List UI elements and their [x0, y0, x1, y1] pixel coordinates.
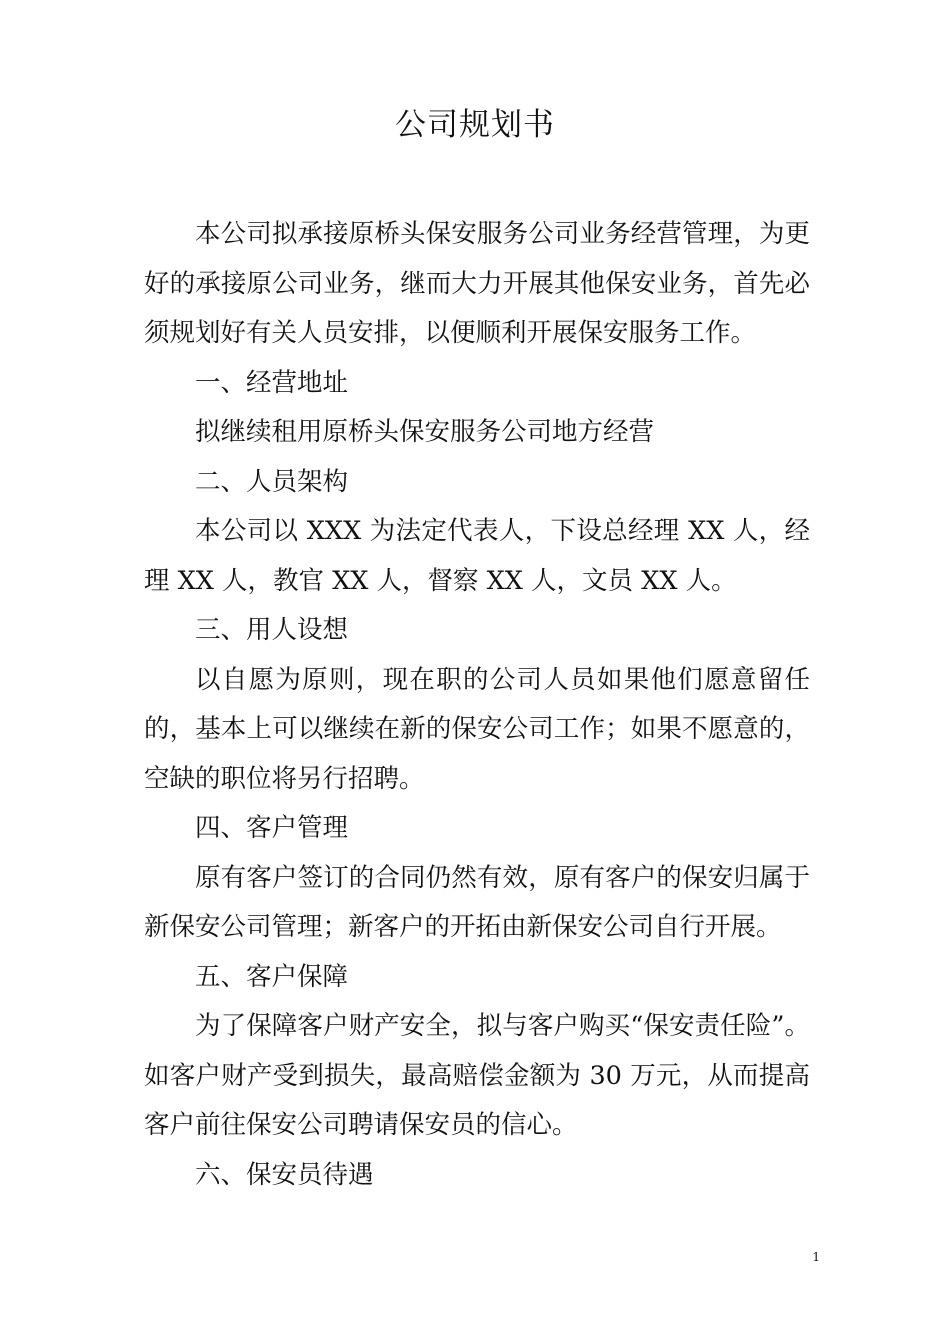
- staff-structure-paragraph: 本公司以 XXX 为法定代表人，下设总经理 XX 人，经理 XX 人，教官 XX 人，督察 XX 人，文员 XX 人。: [144, 516, 810, 596]
- document-body: [144, 210, 810, 1200]
- section-heading-customer-management: 四、客户管理: [195, 813, 349, 843]
- page-number: 1: [812, 1250, 820, 1264]
- section-heading-hiring-plan: 三、用人设想: [195, 615, 349, 645]
- hiring-plan-paragraph: 以自愿为原则，现在职的公司人员如果他们愿意留任的，基本上可以继续在新的保安公司工作；如果不愿意的，空缺的职位将另行招聘。: [144, 664, 810, 794]
- customer-protection-paragraph: 为了保障客户财产安全，拟与客户购买“保安责任险”。如客户财产受到损失，最高赔偿金额为 30 万元，从而提高客户前往保安公司聘请保安员的信心。: [144, 1011, 810, 1140]
- customer-management-paragraph: 原有客户签订的合同仍然有效，原有客户的保安归属于新保安公司管理；新客户的开拓由新保安公司自行开展。: [144, 862, 810, 942]
- section-heading-business-address: 一、经营地址: [195, 367, 349, 398]
- section-heading-customer-protection: 五、客户保障: [195, 961, 349, 992]
- business-address-paragraph: 拟继续租用原桥头保安服务公司地方经营: [195, 417, 655, 447]
- section-heading-guard-benefits: 六、保安员待遇: [195, 1159, 374, 1190]
- intro-paragraph: 本公司拟承接原桥头保安服务公司业务经营管理，为更好的承接原公司业务，继而大力开展其他保安业务，首先必须规划好有关人员安排，以便顺利开展保安服务工作。: [144, 219, 810, 348]
- section-heading-staff-structure: 二、人员架构: [195, 466, 349, 497]
- document-title: 公司规划书: [395, 107, 555, 143]
